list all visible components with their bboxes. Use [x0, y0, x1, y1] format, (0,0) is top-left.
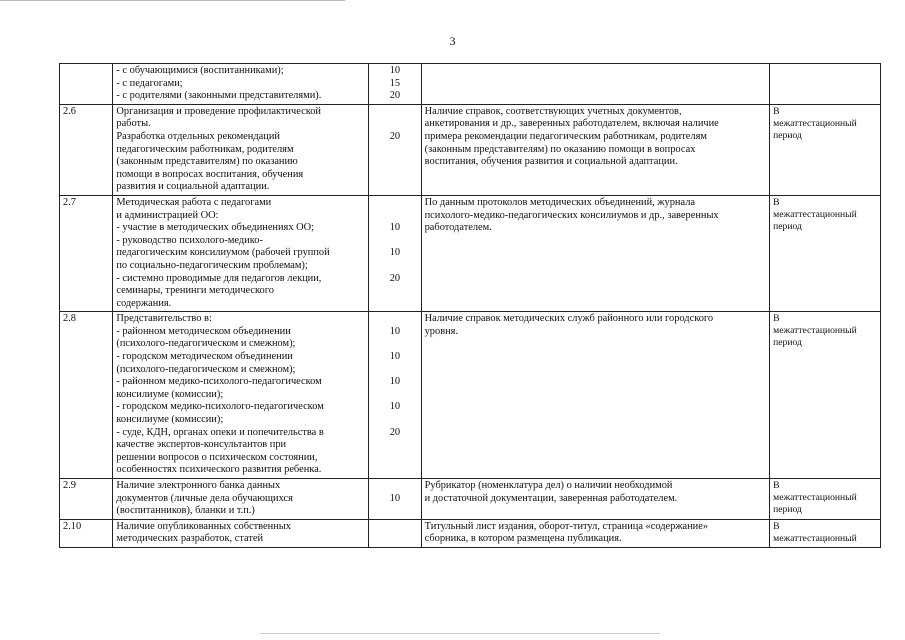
criteria-cell-line: помощи в вопросах воспитания, обучения: [116, 168, 304, 180]
period-cell: [770, 479, 881, 520]
evidence-cell-line: анкетирования и др., заверенных работодателем, включая наличие: [424, 118, 719, 130]
points-cell: [369, 104, 421, 195]
criteria-cell-line: особенностях психического развития ребенка.: [116, 464, 322, 476]
criteria-cell-line: - районном методическом объединении: [116, 325, 291, 337]
period-cell: [770, 312, 881, 479]
criteria-cell-line: Организация и проведение профилактической: [116, 105, 321, 117]
evidence-cell-line: Наличие справок методических служб районного или городского: [424, 313, 714, 325]
evidence-cell-line: воспитания, обучения развития и социальной адаптации.: [424, 156, 678, 168]
criteria-cell-line: - городском методическом объединении: [116, 351, 293, 363]
table-row: [60, 479, 881, 520]
period-cell: [770, 519, 881, 547]
criteria-cell-line: Наличие опубликованных собственных: [116, 520, 291, 532]
table-row: [60, 312, 881, 479]
points-cell-line: 20: [389, 272, 401, 284]
criteria-cell: [113, 519, 369, 547]
criteria-cell-line: Наличие электронного банка данных: [116, 480, 281, 491]
points-cell-line: [372, 235, 417, 248]
criteria-cell-line: Представительство в:: [116, 313, 212, 325]
criteria-cell-line: качестве экспертов-консультантов при: [116, 439, 287, 451]
points-cell-line: 20: [389, 130, 401, 142]
top-rule: [0, 0, 345, 1]
points-cell-line: 15: [389, 77, 401, 89]
points-cell-line: [372, 480, 417, 493]
row-number: 2.7: [60, 195, 113, 311]
row-number: [60, 64, 113, 105]
period-cell-line: В: [773, 313, 780, 325]
criteria-cell: [113, 479, 369, 520]
criteria-cell: [113, 312, 369, 479]
criteria-cell-line: методических разработок, статей: [116, 533, 264, 545]
evidence-cell: [421, 312, 770, 479]
criteria-cell-line: - районном медико-психолого-педагогическом: [116, 376, 322, 388]
points-cell-line: [372, 197, 417, 210]
period-cell: [770, 64, 881, 105]
points-cell-line: [372, 414, 417, 427]
criteria-cell-line: - с педагогами;: [116, 77, 183, 89]
evidence-cell-line: психолого-медико-педагогических консилиумов и др., заверенных: [424, 209, 719, 221]
bottom-rule: [260, 633, 660, 634]
evidence-cell-line: По данным протоколов методических объединений, журнала: [424, 196, 695, 208]
criteria-cell-line: (законным представителям) по оказанию: [116, 156, 298, 168]
points-cell: [369, 519, 421, 547]
criteria-cell: [113, 64, 369, 105]
row-number: 2.8: [60, 312, 113, 479]
row-number: 2.9: [60, 479, 113, 520]
points-cell-line: [372, 106, 417, 119]
criteria-cell-line: педагогическим работникам, родителям: [116, 143, 294, 155]
criteria-cell-line: - городском медико-психолого-педагогическом: [116, 401, 324, 413]
criteria-cell-line: Методическая работа с педагогами: [116, 196, 272, 208]
period-cell-line: межаттестационный: [773, 208, 857, 220]
criteria-cell-line: семинары, тренинги методического: [116, 285, 274, 297]
criteria-cell-line: развития и социальной адаптации.: [116, 181, 270, 193]
points-cell-line: [372, 313, 417, 326]
evidence-cell-line: и достаточной документации, заверенная работодателем.: [424, 492, 678, 504]
period-cell: [770, 195, 881, 311]
period-cell-line: период: [773, 220, 802, 232]
criteria-cell-line: содержания.: [116, 297, 172, 309]
criteria-cell-line: решении вопросов о психическом состоянии,: [116, 451, 318, 463]
criteria-cell-line: - участие в методических объединениях ОО;: [116, 222, 315, 234]
criteria-cell-line: (воспитанников), бланки и т.п.): [116, 505, 255, 517]
period-cell-line: В: [773, 480, 780, 491]
evidence-cell: [421, 195, 770, 311]
criteria-cell-line: работы.: [116, 118, 151, 130]
criteria-cell-line: и администрацией ОО:: [116, 209, 219, 221]
criteria-cell-line: педагогическим консилиумом (рабочей группой: [116, 247, 330, 259]
points-cell-line: 10: [389, 401, 401, 413]
evidence-cell-line: сборника, в котором размещена публикация.: [424, 533, 622, 545]
period-cell-line: период: [773, 504, 802, 515]
period-cell-line: период: [773, 129, 802, 141]
evidence-cell-line: (законным представителям) по оказанию помощи в вопросах: [424, 143, 696, 155]
table-row: [60, 195, 881, 311]
points-cell-line: [372, 338, 417, 351]
criteria-cell-line: Разработка отдельных рекомендаций: [116, 130, 280, 142]
period-cell-line: межаттестационный: [773, 532, 857, 544]
period-cell-line: В: [773, 196, 780, 208]
criteria-cell-line: - руководство психолого-медико-: [116, 234, 263, 246]
points-cell-line: 10: [389, 376, 401, 388]
evidence-cell-line: примера рекомендации педагогическим работникам, родителям: [424, 130, 707, 142]
points-cell: [369, 64, 421, 105]
period-cell-line: В: [773, 105, 780, 117]
period-cell-line: период: [773, 337, 802, 349]
points-cell-line: [372, 389, 417, 402]
period-cell-line: межаттестационный: [773, 117, 857, 129]
points-cell-line: [372, 118, 417, 131]
evidence-cell-line: Наличие справок, соответствующих учетных документов,: [424, 105, 682, 117]
criteria-cell: [113, 195, 369, 311]
period-cell-line: межаттестационный: [773, 325, 857, 337]
criteria-cell-line: - с родителями (законными представителями).: [116, 90, 322, 102]
criteria-cell-line: - с обучающимися (воспитанниками);: [116, 65, 284, 76]
points-cell-line: 10: [389, 247, 401, 259]
evidence-cell: [421, 519, 770, 547]
criteria-cell-line: по социально-педагогическим проблемам);: [116, 259, 308, 271]
points-cell: [369, 479, 421, 520]
table-row: [60, 519, 881, 547]
evidence-cell-line: работодателем.: [424, 222, 492, 234]
points-cell: [369, 312, 421, 479]
points-cell: [369, 195, 421, 311]
period-cell: [770, 104, 881, 195]
evidence-cell: [421, 64, 770, 105]
points-cell-line: [372, 260, 417, 273]
criteria-cell-line: консилиуме (комиссии);: [116, 388, 224, 400]
criteria-cell-line: (психолого-педагогическом и смежном);: [116, 338, 296, 350]
period-cell-line: В: [773, 520, 780, 532]
points-cell-line: 20: [389, 426, 401, 438]
table-row: [60, 104, 881, 195]
points-cell-line: 10: [389, 222, 401, 234]
points-cell-line: [372, 210, 417, 223]
points-cell-line: 10: [389, 492, 401, 504]
criteria-cell-line: - суде, КДН, органах опеки и попечительства в: [116, 426, 324, 438]
criteria-cell-line: документов (личные дела обучающихся: [116, 492, 293, 504]
evidence-cell-line: уровня.: [424, 325, 459, 337]
criteria-cell-line: - системно проводимые для педагогов лекции,: [116, 272, 322, 284]
table-row: [60, 64, 881, 105]
points-cell-line: [372, 364, 417, 377]
evidence-cell-line: Рубрикатор (номенклатура дел) о наличии необходимой: [424, 480, 673, 491]
criteria-cell-line: консилиуме (комиссии);: [116, 414, 224, 426]
points-cell-line: 10: [389, 351, 401, 363]
points-cell-line: 10: [389, 325, 401, 337]
criteria-cell-line: (психолого-педагогическом и смежном);: [116, 363, 296, 375]
points-cell-line: 10: [389, 65, 401, 76]
period-cell-line: межаттестационный: [773, 492, 857, 503]
points-cell-line: 20: [389, 90, 401, 102]
page-number: 3: [449, 34, 456, 48]
criteria-cell: [113, 104, 369, 195]
evidence-cell: [421, 479, 770, 520]
criteria-table: [59, 63, 881, 548]
row-number: 2.10: [60, 519, 113, 547]
row-number: 2.6: [60, 104, 113, 195]
evidence-cell: [421, 104, 770, 195]
evidence-cell-line: Титульный лист издания, оборот-титул, страница «содержание»: [424, 520, 709, 532]
